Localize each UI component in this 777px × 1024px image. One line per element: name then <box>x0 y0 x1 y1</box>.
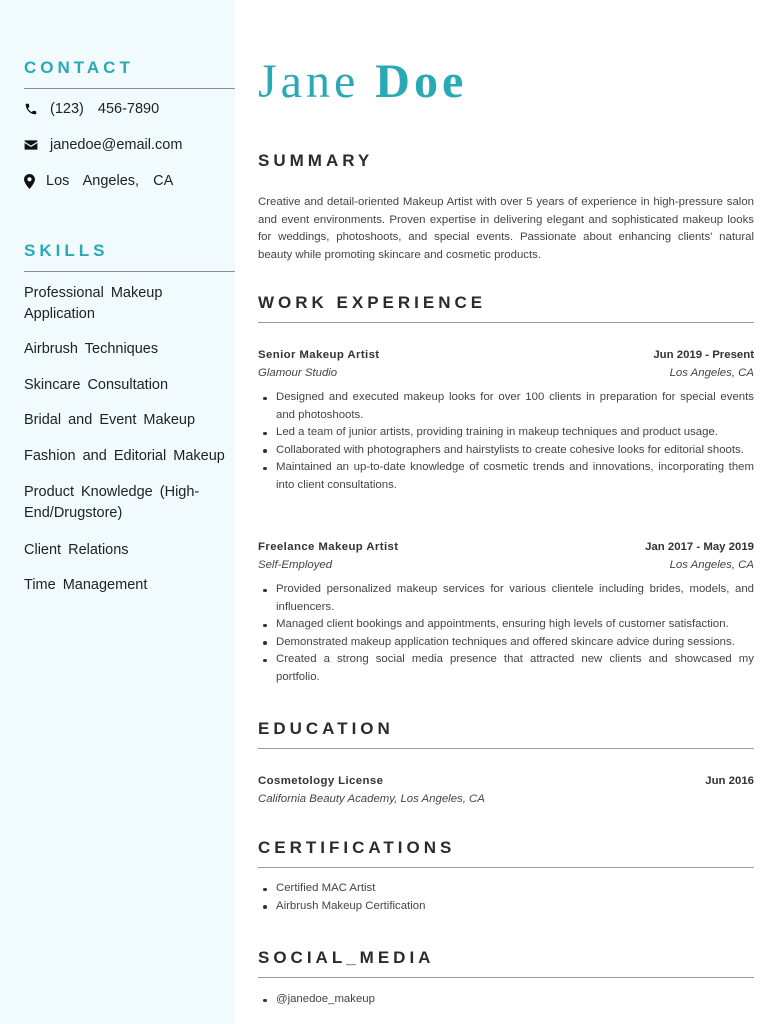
skill-item: Product Knowledge (High-End/Drugstore) <box>24 484 200 521</box>
job-header <box>258 541 754 553</box>
certifications-divider <box>258 867 754 868</box>
job-header <box>258 349 754 361</box>
job-title: Freelance Makeup Artist <box>258 541 399 553</box>
first-name: Jane <box>258 55 360 108</box>
certifications-list <box>258 880 754 915</box>
job-dates: Jan 2017 - May 2019 <box>645 541 754 553</box>
education-subheader <box>258 793 754 805</box>
job-company: Self-Employed <box>258 559 333 571</box>
skill-item: Airbrush Techniques <box>24 341 159 357</box>
certifications-heading: CERTIFICATIONS <box>258 838 456 857</box>
skill-item: Bridal and Event Makeup <box>24 412 196 428</box>
contact-heading: CONTACT <box>24 58 134 77</box>
certification-item: Airbrush Makeup Certification <box>276 898 754 916</box>
phone-icon <box>24 102 50 116</box>
contact-phone <box>24 101 159 117</box>
education-date: Jun 2016 <box>705 775 754 787</box>
education-degree: Cosmetology License <box>258 775 384 787</box>
education-heading: EDUCATION <box>258 719 394 738</box>
education-school: California Beauty Academy, Los Angeles, CA <box>258 793 485 805</box>
social-media-heading: SOCIAL_MEDIA <box>258 948 435 967</box>
map-pin-icon <box>24 174 46 189</box>
job-bullet: Demonstrated makeup application techniques and offered skincare advice during sessions. <box>276 634 754 652</box>
skill-item: Skincare Consultation <box>24 377 169 393</box>
job-title: Senior Makeup Artist <box>258 349 380 361</box>
job-location: Los Angeles, CA <box>669 559 754 571</box>
last-name: Doe <box>375 55 468 108</box>
social-media-divider <box>258 977 754 978</box>
job-subheader <box>258 559 754 571</box>
skill-item: Professional Makeup Application <box>24 285 163 322</box>
skills-heading: SKILLS <box>24 241 109 260</box>
skill-item: Client Relations <box>24 542 129 558</box>
job-location: Los Angeles, CA <box>669 367 754 379</box>
education-header <box>258 775 754 787</box>
experience-heading: WORK EXPERIENCE <box>258 293 487 312</box>
job-bullets <box>258 581 754 687</box>
email-text: janedoe@email.com <box>50 137 183 153</box>
summary-text: Creative and detail-oriented Makeup Artist with over 5 years of experience in high-pressure salon and event environments. Proven expertise in delivering elegant and sophisticated makeup looks for weddings, photoshoots, and special events. Passionate about enhancing clients' natural beauty while promoting skincare and cosmetic products. <box>258 196 754 261</box>
job-dates: Jun 2019 - Present <box>653 349 754 361</box>
social-media-item[interactable]: @janedoe_makeup <box>276 991 754 1009</box>
job-bullet: Collaborated with photographers and hairstylists to create cohesive looks for editorial shoots. <box>276 442 754 460</box>
contact-email <box>24 137 182 153</box>
envelope-icon <box>24 139 50 151</box>
certification-item: Certified MAC Artist <box>276 880 754 898</box>
education-divider <box>258 748 754 749</box>
sidebar <box>0 0 235 1024</box>
contact-divider <box>24 88 235 89</box>
summary-heading: SUMMARY <box>258 151 374 170</box>
job-bullet: Led a team of junior artists, providing training in makeup techniques and product usage. <box>276 424 754 442</box>
experience-divider <box>258 322 754 323</box>
location-text: Los Angeles, CA <box>46 173 174 189</box>
job-bullet: Created a strong social media presence that attracted new clients and showcased my portfolio. <box>276 651 754 686</box>
job-subheader <box>258 367 754 379</box>
job-bullet: Designed and executed makeup looks for over 100 clients in preparation for special events and photoshoots. <box>276 389 754 424</box>
job-company: Glamour Studio <box>258 367 338 379</box>
skill-item: Time Management <box>24 577 148 593</box>
social-media-list <box>258 991 754 1009</box>
phone-text: (123) 456-7890 <box>50 101 160 117</box>
job-bullet: Managed client bookings and appointments, ensuring high levels of customer satisfaction. <box>276 616 754 634</box>
job-bullets <box>258 389 754 495</box>
job-bullet: Provided personalized makeup services for various clientele including brides, models, and influencers. <box>276 581 754 616</box>
candidate-name <box>258 54 467 109</box>
skills-divider <box>24 271 235 272</box>
job-bullet: Maintained an up-to-date knowledge of cosmetic trends and innovations, incorporating them into client consultations. <box>276 459 754 494</box>
skill-item: Fashion and Editorial Makeup <box>24 448 225 464</box>
contact-location <box>24 173 173 189</box>
